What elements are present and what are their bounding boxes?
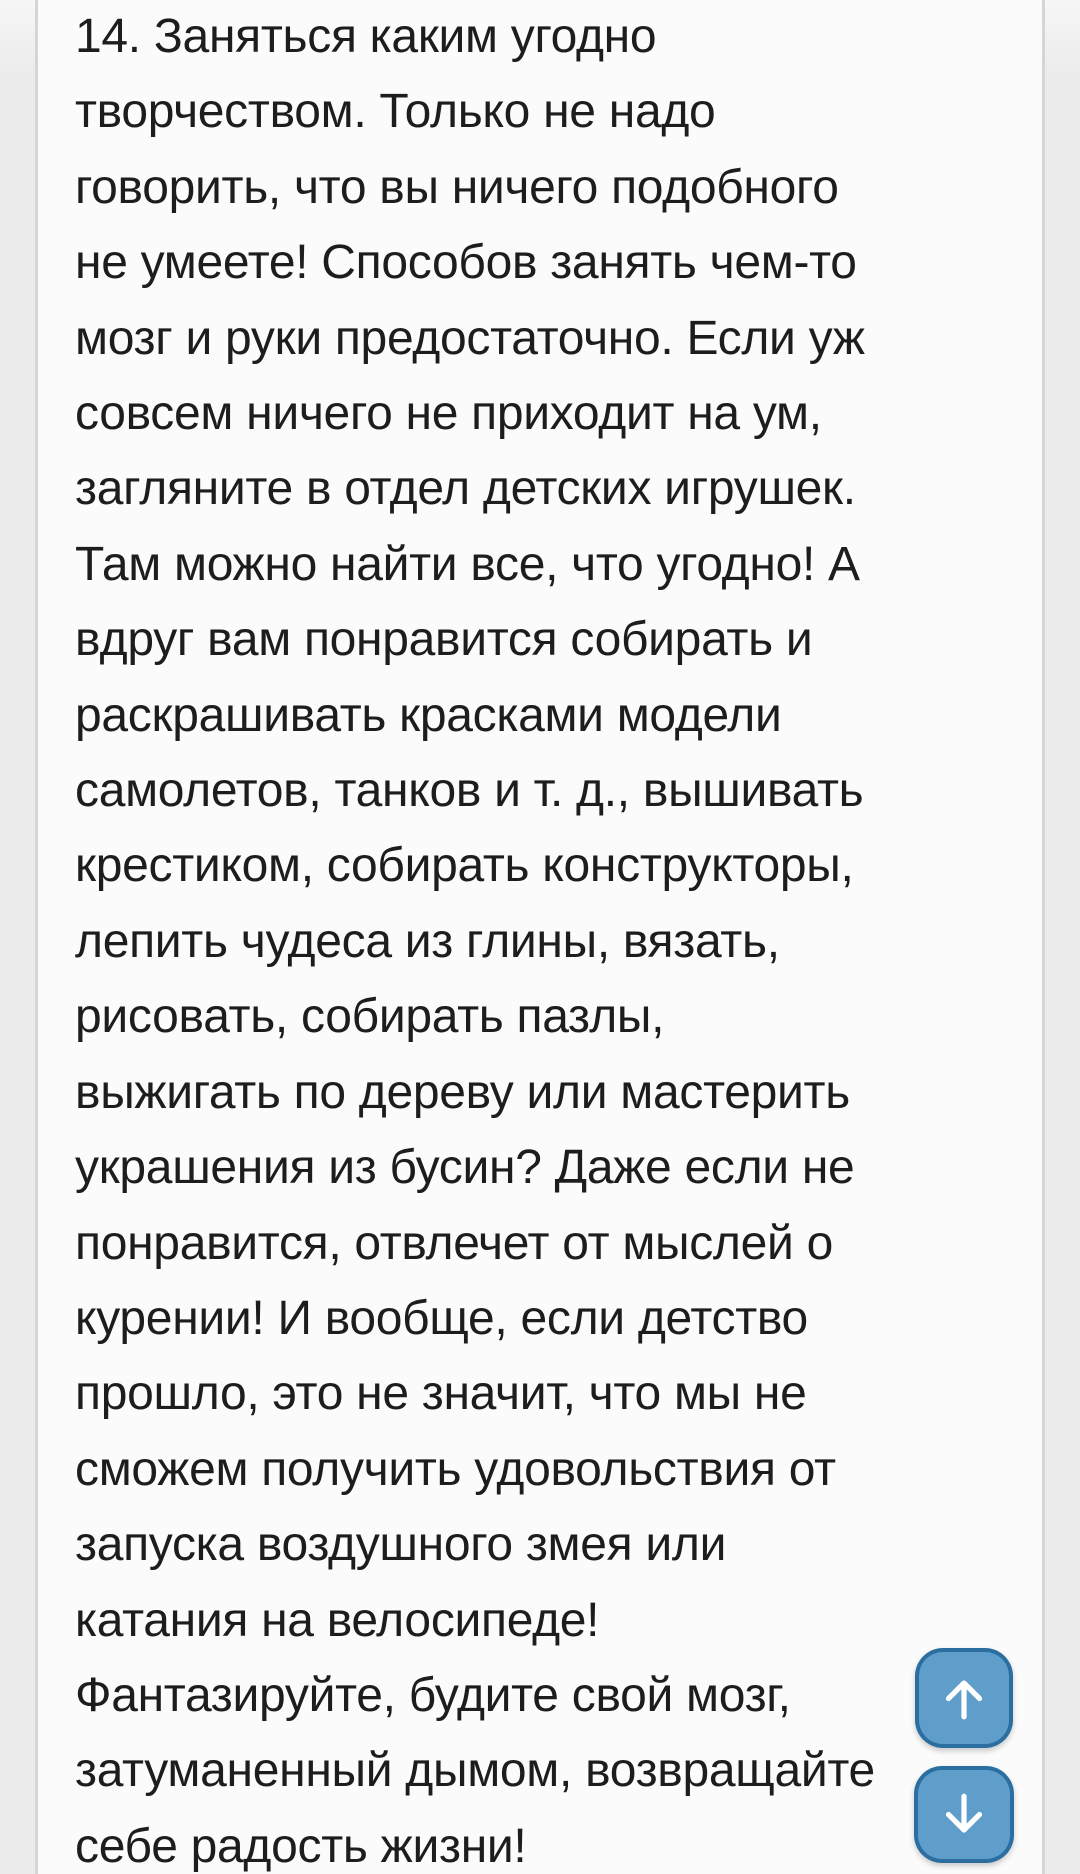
scroll-down-button[interactable]: [914, 1766, 1014, 1863]
text-line: понравится, отвлечет от мыслей о: [75, 1216, 833, 1270]
text-line: выжигать по дереву или мастерить: [75, 1065, 850, 1119]
down-arrow-icon: [934, 1785, 994, 1845]
text-line: загляните в отдел детских игрушек.: [75, 462, 856, 516]
text-line: прошло, это не значит, что мы не: [75, 1367, 807, 1421]
text-line: лепить чудеса из глины, вязать,: [75, 914, 780, 968]
text-line: курении! И вообще, если детство: [75, 1291, 808, 1345]
text-line: говорить, что вы ничего подобного: [75, 160, 839, 214]
text-line: Фантазируйте, будите свой мозг,: [75, 1668, 791, 1722]
text-line: сможем получить удовольствия от: [75, 1442, 836, 1496]
text-line: вдруг вам понравится собирать и: [75, 613, 813, 667]
text-line: украшения из бусин? Даже если не: [75, 1141, 855, 1195]
up-arrow-icon: [934, 1668, 994, 1728]
document-page: [35, 0, 1045, 1874]
text-line: 14. Заняться каким угодно: [75, 10, 657, 63]
text-line: катания на велосипеде!: [75, 1593, 600, 1647]
text-line: самолетов, танков и т. д., вышивать: [75, 764, 864, 818]
text-line: не умеете! Способов занять чем-то: [75, 236, 857, 290]
text-line: раскрашивать красками модели: [75, 688, 782, 742]
text-line: запуска воздушного змея или: [75, 1518, 727, 1572]
text-line: себе радость жизни!: [75, 1819, 527, 1873]
text-line: творчеством. Только не надо: [75, 85, 716, 139]
left-gutter: [0, 0, 35, 1874]
text-line: крестиком, собирать конструкторы,: [75, 839, 854, 893]
scroll-up-button[interactable]: [915, 1648, 1013, 1748]
text-line: мозг и руки предостаточно. Если уж: [75, 311, 865, 365]
article-text: [75, 0, 1032, 1874]
text-line: рисовать, собирать пазлы,: [75, 990, 665, 1044]
text-line: затуманенный дымом, возвращайте: [75, 1744, 875, 1798]
text-line: Там можно найти все, что угодно! А: [75, 537, 860, 591]
right-gutter: [1045, 0, 1080, 1874]
text-line: совсем ничего не приходит на ум,: [75, 387, 822, 441]
